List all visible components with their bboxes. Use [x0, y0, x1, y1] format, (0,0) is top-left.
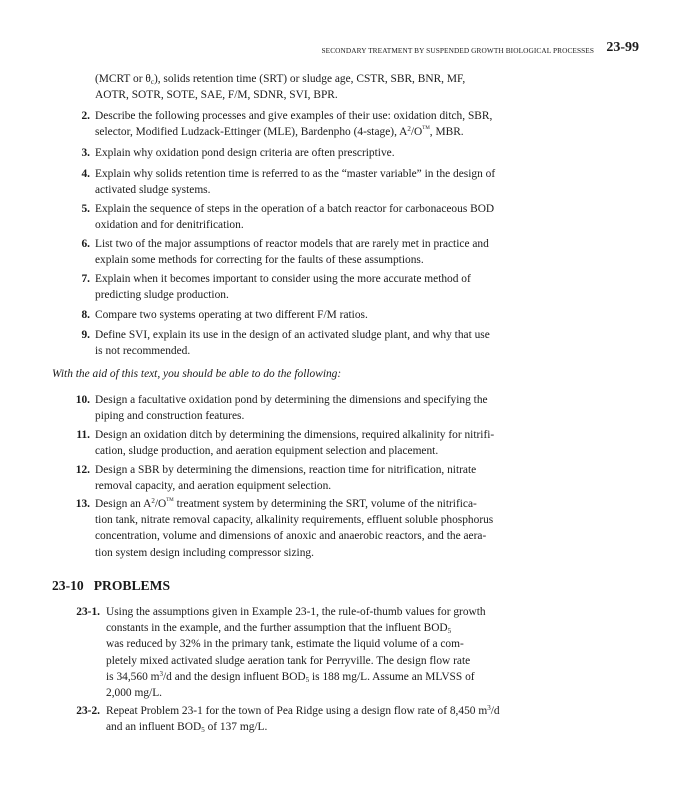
continued-line-1: (MCRT or $\theta_c$), solids retention time (SRT) or sludge age, CSTR, SBR, BNR, MF,	[95, 73, 466, 86]
item-number: 5.	[81, 203, 90, 215]
item-text: List two of the major assumptions of reactor models that are rarely met in practice and explain some methods for correcting for the faults of these assumptions.	[95, 238, 489, 267]
continued-line-2: AOTR, SOTR, SOTE, SAE, F/M, SDNR, SVI, BPR.	[95, 89, 338, 102]
item-number: 8.	[81, 309, 90, 321]
item-text: Design an $A^2/O™$ treatment system by determining the SRT, volume of the nitrifica- tion tank, nitrate removal capacity, alkalinity requirements, effluent soluble phosphorus concentration, volume and dimensions of anoxic and anaerobic reactors, and the aera- tion system design including compressor sizing.	[95, 497, 494, 559]
section-number: 23-10	[52, 578, 84, 593]
item-text: Explain why solids retention time is referred to as the “master variable” in the design of activated sludge systems.	[95, 168, 496, 197]
item-number: 13.	[75, 498, 90, 510]
item-number: 10.	[75, 394, 90, 406]
item-number: 3.	[81, 147, 90, 159]
item-text: Define SVI, explain its use in the design of an activated sludge plant, and why that use is not recommended.	[95, 329, 490, 358]
item-number: 12.	[75, 464, 90, 476]
header-title: SECONDARY TREATMENT BY SUSPENDED GROWTH BIOLOGICAL PROCESSES	[321, 46, 594, 55]
item-number: 6.	[81, 238, 90, 250]
item-number: 7.	[81, 273, 90, 285]
continued-item	[95, 71, 545, 103]
problem-text: Repeat Problem 23-1 for the town of Pea Ridge using a design flow rate of 8,450 $m^3/d$ and an influent $BOD_5$ of 137 mg/L.	[106, 704, 500, 735]
item-number: 2.	[81, 110, 90, 122]
section-heading	[52, 578, 170, 594]
item-number: 4.	[81, 168, 90, 180]
problem-number: 23-2.	[76, 705, 100, 717]
item-text: Describe the following processes and give examples of their use: oxidation ditch, SBR, selector, Modified Ludzack-Ettinger (MLE), Bardenpho (4-stage), $A^2/O™$, MBR.	[95, 110, 493, 139]
item-text: Explain why oxidation pond design criteria are often prescriptive.	[95, 147, 395, 159]
running-header	[0, 40, 689, 60]
item-text: Explain the sequence of steps in the operation of a batch reactor for carbonaceous BOD oxidation and for denitrification.	[95, 203, 495, 232]
item-text: Compare two systems operating at two different F/M ratios.	[95, 309, 368, 321]
problem-number: 23-1.	[76, 606, 100, 618]
objectives-intro: With the aid of this text, you should be able to do the following:	[52, 368, 342, 380]
section-title: PROBLEMS	[93, 578, 171, 593]
item-text: Design a SBR by determining the dimensions, reaction time for nitrification, nitrate removal capacity, and aeration equipment selection.	[95, 464, 477, 493]
item-number: 9.	[81, 329, 90, 341]
problem-text: Using the assumptions given in Example 23-1, the rule-of-thumb values for growth constants in the example, and the further assumption that the influent $BOD_5$ was reduced by 32% in the primary tank, estimate the liquid volume of a com- pletely mixed activated sludge aeration tank for Perryville. The design flow rate is 34,560 $m^3/d$ and the design influent $BOD_5$ is 188 mg/L. Assume an MLVSS of 2,000 mg/L.	[106, 606, 486, 700]
item-text: Explain when it becomes important to consider using the more accurate method of predicting sludge production.	[95, 273, 471, 302]
item-number: 11.	[76, 429, 90, 441]
page-number: 23-99	[606, 40, 639, 55]
item-text: Design a facultative oxidation pond by determining the dimensions and specifying the piping and construction features.	[95, 394, 488, 423]
item-text: Design an oxidation ditch by determining the dimensions, required alkalinity for nitrifi- cation, sludge production, and aeration equipment selection and placement.	[95, 429, 495, 458]
